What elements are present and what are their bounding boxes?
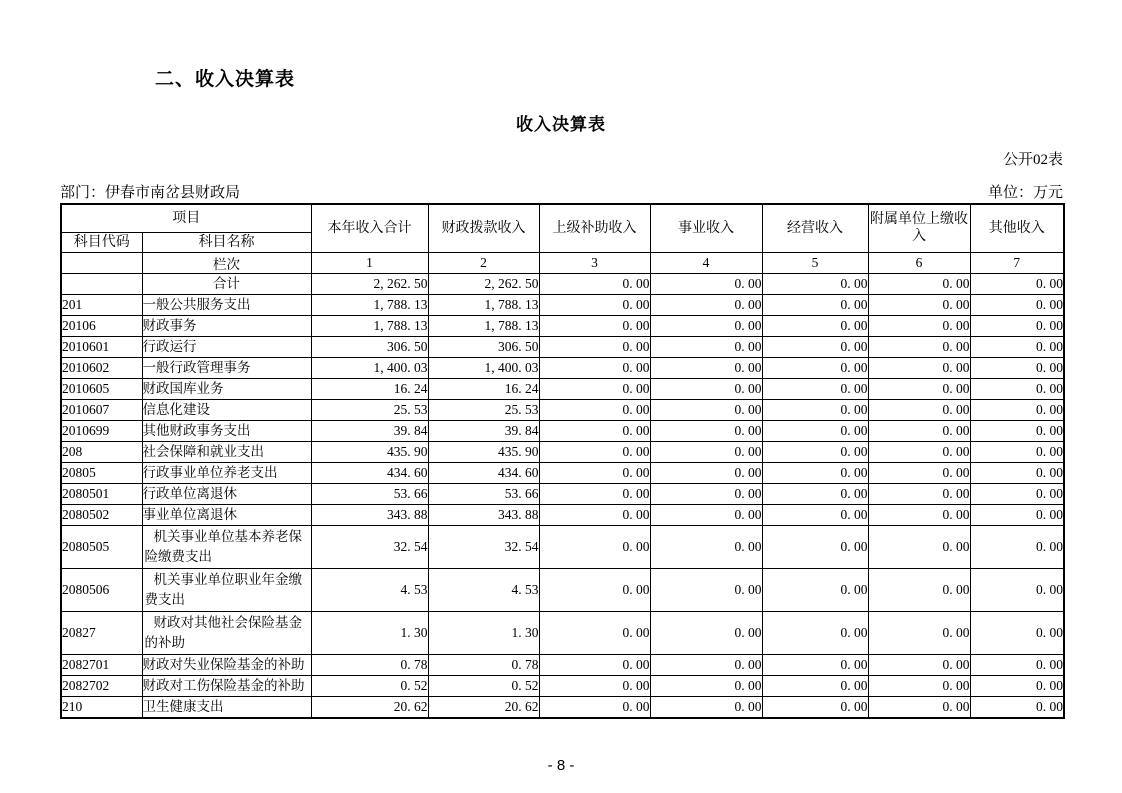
subject-code-cell: 2010602	[61, 357, 142, 378]
value-cell: 0. 00	[970, 568, 1064, 611]
department-label: 部门：伊春市南岔县财政局	[60, 185, 241, 201]
value-cell: 0. 00	[970, 675, 1064, 696]
value-cell: 0. 00	[762, 399, 868, 420]
subject-name-cell: 财政对失业保险基金的补助	[142, 654, 311, 675]
value-cell: 0. 00	[539, 441, 650, 462]
subject-name-cell: 其他财政事务支出	[142, 420, 311, 441]
column-number-cell: 4	[650, 252, 762, 273]
revenue-final-accounts-table	[60, 203, 1065, 719]
value-cell: 0. 00	[650, 675, 762, 696]
table-row	[61, 568, 1064, 611]
value-cell: 16. 24	[428, 378, 539, 399]
value-cell: 1, 788. 13	[311, 294, 428, 315]
value-cell: 0. 52	[428, 675, 539, 696]
table-row	[61, 378, 1064, 399]
value-cell: 0. 00	[970, 357, 1064, 378]
value-cell: 0. 00	[970, 462, 1064, 483]
value-cell: 0. 00	[539, 315, 650, 336]
page-number: - 8 -	[547, 757, 575, 774]
value-cell: 0. 00	[539, 273, 650, 294]
value-cell: 343. 88	[311, 504, 428, 525]
value-cell: 0. 00	[868, 611, 970, 654]
column-number-cell: 5	[762, 252, 868, 273]
subject-code-cell	[61, 273, 142, 294]
subject-name-cell: 一般行政管理事务	[142, 357, 311, 378]
value-cell: 0. 00	[539, 525, 650, 568]
value-cell: 0. 00	[762, 441, 868, 462]
value-cell: 0. 00	[762, 568, 868, 611]
value-cell: 0. 00	[650, 462, 762, 483]
value-cell: 0. 00	[762, 378, 868, 399]
value-cell: 0. 00	[539, 357, 650, 378]
value-cell: 0. 00	[650, 399, 762, 420]
empty-cell	[61, 252, 142, 273]
value-cell: 0. 00	[970, 315, 1064, 336]
unit-label: 单位：万元	[987, 185, 1063, 201]
value-cell: 0. 00	[762, 357, 868, 378]
value-cell: 4. 53	[428, 568, 539, 611]
column-number-cell: 2	[428, 252, 539, 273]
value-cell: 0. 00	[539, 568, 650, 611]
subject-code-cell: 2080502	[61, 504, 142, 525]
value-cell: 0. 00	[539, 336, 650, 357]
table-body	[61, 273, 1064, 718]
table-row	[61, 420, 1064, 441]
value-cell: 1, 400. 03	[311, 357, 428, 378]
value-cell: 1. 30	[428, 611, 539, 654]
value-cell: 1, 788. 13	[428, 315, 539, 336]
value-cell: 0. 00	[650, 420, 762, 441]
value-cell: 0. 00	[970, 483, 1064, 504]
value-cell: 0. 00	[762, 504, 868, 525]
table-row	[61, 696, 1064, 718]
column-number-cell: 7	[970, 252, 1064, 273]
value-cell: 0. 00	[868, 654, 970, 675]
value-cell: 1, 400. 03	[428, 357, 539, 378]
value-cell: 1, 788. 13	[428, 294, 539, 315]
value-cell: 0. 00	[868, 675, 970, 696]
value-cell: 0. 00	[762, 483, 868, 504]
value-cell: 0. 00	[970, 420, 1064, 441]
subject-name-cell: 行政事业单位养老支出	[142, 462, 311, 483]
value-cell: 0. 00	[650, 273, 762, 294]
value-cell: 0. 00	[650, 568, 762, 611]
table-row	[61, 315, 1064, 336]
subject-code-cell: 210	[61, 696, 142, 718]
value-cell: 0. 00	[970, 654, 1064, 675]
table-row	[61, 399, 1064, 420]
value-cell: 0. 00	[539, 675, 650, 696]
value-cell: 0. 78	[311, 654, 428, 675]
subject-name-cell: 财政对其他社会保险基金的补助	[142, 611, 311, 654]
table-meta-row	[60, 181, 1063, 202]
value-cell: 0. 00	[868, 294, 970, 315]
value-cell: 0. 00	[868, 696, 970, 718]
value-cell: 0. 00	[539, 696, 650, 718]
value-cell: 0. 00	[762, 273, 868, 294]
value-cell: 0. 00	[970, 504, 1064, 525]
value-cell: 0. 00	[970, 399, 1064, 420]
value-cell: 0. 00	[868, 315, 970, 336]
value-cell: 0. 00	[539, 420, 650, 441]
value-cell: 0. 00	[868, 504, 970, 525]
value-cell: 0. 00	[650, 315, 762, 336]
table-row	[61, 273, 1064, 294]
subject-name-cell: 财政对工伤保险基金的补助	[142, 675, 311, 696]
section-title: 二、收入决算表	[155, 69, 296, 90]
value-cell: 25. 53	[428, 399, 539, 420]
table-row	[61, 336, 1064, 357]
value-cell: 435. 90	[428, 441, 539, 462]
subject-code-cell: 2010607	[61, 399, 142, 420]
table-row	[61, 504, 1064, 525]
subject-code-cell: 201	[61, 294, 142, 315]
value-cell: 0. 78	[428, 654, 539, 675]
value-cell: 0. 00	[762, 675, 868, 696]
value-cell: 0. 00	[539, 504, 650, 525]
value-cell: 0. 00	[970, 336, 1064, 357]
subject-name-cell: 事业单位离退休	[142, 504, 311, 525]
value-cell: 0. 00	[970, 696, 1064, 718]
value-cell: 0. 00	[762, 336, 868, 357]
header-col-operating-income: 经营收入	[762, 204, 868, 252]
subject-code-cell: 20805	[61, 462, 142, 483]
subject-code-cell: 2010601	[61, 336, 142, 357]
value-cell: 0. 00	[650, 378, 762, 399]
value-cell: 435. 90	[311, 441, 428, 462]
header-col-business-income: 事业收入	[650, 204, 762, 252]
column-number-cell: 3	[539, 252, 650, 273]
subject-name-cell: 一般公共服务支出	[142, 294, 311, 315]
value-cell: 0. 00	[868, 357, 970, 378]
subject-code-cell: 2080506	[61, 568, 142, 611]
value-cell: 0. 00	[868, 399, 970, 420]
subject-code-cell: 20827	[61, 611, 142, 654]
table-row	[61, 462, 1064, 483]
header-col-other-income: 其他收入	[970, 204, 1064, 252]
subject-code-cell: 208	[61, 441, 142, 462]
column-number-cell: 1	[311, 252, 428, 273]
subject-name-cell: 行政运行	[142, 336, 311, 357]
value-cell: 0. 00	[650, 696, 762, 718]
value-cell: 39. 84	[428, 420, 539, 441]
subject-name-cell: 机关事业单位基本养老保险缴费支出	[142, 525, 311, 568]
value-cell: 53. 66	[428, 483, 539, 504]
subject-code-cell: 20106	[61, 315, 142, 336]
header-col-affiliated-units: 附属单位上缴收入	[868, 204, 970, 252]
value-cell: 0. 00	[970, 294, 1064, 315]
value-cell: 16. 24	[311, 378, 428, 399]
value-cell: 25. 53	[311, 399, 428, 420]
value-cell: 0. 00	[650, 504, 762, 525]
value-cell: 0. 00	[650, 483, 762, 504]
header-row-project	[61, 204, 1064, 232]
header-col-total: 本年收入合计	[311, 204, 428, 252]
value-cell: 306. 50	[311, 336, 428, 357]
table-row	[61, 483, 1064, 504]
value-cell: 2, 262. 50	[428, 273, 539, 294]
value-cell: 0. 00	[868, 462, 970, 483]
subject-name-cell: 合计	[142, 273, 311, 294]
table-row	[61, 294, 1064, 315]
value-cell: 53. 66	[311, 483, 428, 504]
table-row	[61, 654, 1064, 675]
form-code-label: 公开02表	[1002, 152, 1063, 168]
subject-code-cell: 2010699	[61, 420, 142, 441]
value-cell: 0. 00	[539, 654, 650, 675]
value-cell: 0. 00	[868, 273, 970, 294]
value-cell: 32. 54	[311, 525, 428, 568]
subject-code-cell: 2010605	[61, 378, 142, 399]
subject-name-cell: 财政事务	[142, 315, 311, 336]
header-col-superior-subsidy: 上级补助收入	[539, 204, 650, 252]
subject-name-cell: 社会保障和就业支出	[142, 441, 311, 462]
value-cell: 0. 00	[650, 294, 762, 315]
subject-code-cell: 2080501	[61, 483, 142, 504]
subject-code-cell: 2080505	[61, 525, 142, 568]
value-cell: 1. 30	[311, 611, 428, 654]
value-cell: 0. 00	[762, 420, 868, 441]
value-cell: 0. 00	[650, 525, 762, 568]
value-cell: 0. 00	[868, 336, 970, 357]
value-cell: 32. 54	[428, 525, 539, 568]
value-cell: 0. 52	[311, 675, 428, 696]
table-row	[61, 675, 1064, 696]
header-subject-name: 科目名称	[142, 232, 311, 252]
table-row	[61, 525, 1064, 568]
value-cell: 4. 53	[311, 568, 428, 611]
value-cell: 1, 788. 13	[311, 315, 428, 336]
value-cell: 0. 00	[762, 294, 868, 315]
value-cell: 0. 00	[539, 294, 650, 315]
table-row	[61, 441, 1064, 462]
subject-name-cell: 机关事业单位职业年金缴费支出	[142, 568, 311, 611]
header-subject-code: 科目代码	[61, 232, 142, 252]
table-row	[61, 357, 1064, 378]
value-cell: 0. 00	[539, 399, 650, 420]
value-cell: 0. 00	[650, 336, 762, 357]
value-cell: 434. 60	[428, 462, 539, 483]
value-cell: 0. 00	[970, 378, 1064, 399]
value-cell: 0. 00	[762, 315, 868, 336]
value-cell: 0. 00	[868, 483, 970, 504]
header-col-fiscal-appropriation: 财政拨款收入	[428, 204, 539, 252]
value-cell: 0. 00	[762, 525, 868, 568]
subject-name-cell: 卫生健康支出	[142, 696, 311, 718]
header-project: 项目	[61, 204, 311, 232]
value-cell: 0. 00	[970, 273, 1064, 294]
value-cell: 0. 00	[868, 420, 970, 441]
value-cell: 20. 62	[311, 696, 428, 718]
value-cell: 0. 00	[650, 611, 762, 654]
value-cell: 0. 00	[539, 378, 650, 399]
subject-code-cell: 2082701	[61, 654, 142, 675]
value-cell: 0. 00	[970, 611, 1064, 654]
value-cell: 0. 00	[868, 441, 970, 462]
value-cell: 0. 00	[868, 568, 970, 611]
value-cell: 0. 00	[650, 654, 762, 675]
value-cell: 0. 00	[970, 441, 1064, 462]
value-cell: 306. 50	[428, 336, 539, 357]
value-cell: 0. 00	[650, 441, 762, 462]
subject-name-cell: 信息化建设	[142, 399, 311, 420]
subject-code-cell: 2082702	[61, 675, 142, 696]
value-cell: 0. 00	[539, 611, 650, 654]
table-title: 收入决算表	[516, 115, 606, 134]
column-number-cell: 6	[868, 252, 970, 273]
table-row	[61, 611, 1064, 654]
value-cell: 0. 00	[539, 462, 650, 483]
subject-name-cell: 财政国库业务	[142, 378, 311, 399]
subject-name-cell: 行政单位离退休	[142, 483, 311, 504]
value-cell: 0. 00	[762, 462, 868, 483]
value-cell: 39. 84	[311, 420, 428, 441]
value-cell: 2, 262. 50	[311, 273, 428, 294]
value-cell: 0. 00	[970, 525, 1064, 568]
value-cell: 0. 00	[762, 696, 868, 718]
value-cell: 434. 60	[311, 462, 428, 483]
value-cell: 0. 00	[762, 611, 868, 654]
value-cell: 343. 88	[428, 504, 539, 525]
value-cell: 0. 00	[539, 483, 650, 504]
value-cell: 0. 00	[650, 357, 762, 378]
value-cell: 20. 62	[428, 696, 539, 718]
column-index-row	[61, 252, 1064, 273]
value-cell: 0. 00	[868, 525, 970, 568]
value-cell: 0. 00	[762, 654, 868, 675]
value-cell: 0. 00	[868, 378, 970, 399]
lanci-label-cell: 栏次	[142, 252, 311, 273]
